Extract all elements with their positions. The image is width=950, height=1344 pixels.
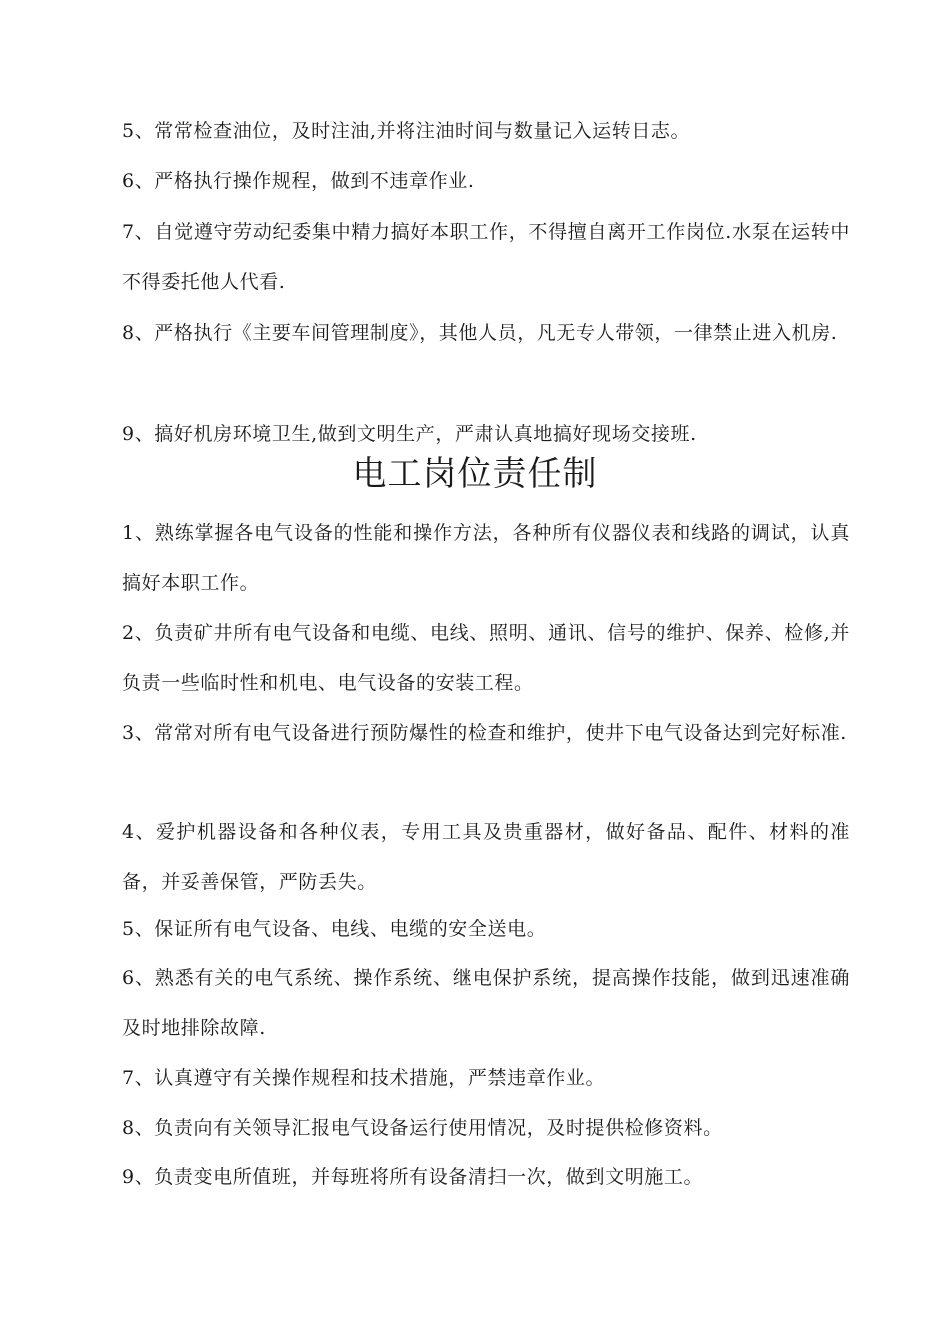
paragraph-s1-item-5: 5、常常检查油位，及时注油,并将注油时间与数量记入运转日志。 bbox=[122, 120, 691, 142]
paragraph-s2-item-6: 6、熟悉有关的电气系统、操作系统、继电保护系统，提高操作技能，做到迅速准确及时地排除故障. bbox=[122, 967, 850, 1039]
paragraph-s2-item-2: 2、负责矿井所有电气设备和电缆、电线、照明、通讯、信号的维护、保养、检修,并负责一些临时性和机电、电气设备的安装工程。 bbox=[122, 622, 850, 694]
paragraph-s2-item-7: 7、认真遵守有关操作规程和技术措施，严禁违章作业。 bbox=[122, 1067, 606, 1089]
paragraph-s2-item-9: 9、负责变电所值班，并每班将所有设备清扫一次，做到文明施工。 bbox=[122, 1166, 704, 1188]
paragraph-s1-item-7: 7、自觉遵守劳动纪委集中精力搞好本职工作，不得擅自离开工作岗位.水泵在运转中不得委托他人代看. bbox=[122, 221, 850, 293]
paragraph-s2-item-8: 8、负责向有关领导汇报电气设备运行使用情况，及时提供检修资料。 bbox=[122, 1117, 723, 1139]
section-title: 电工岗位责任制 bbox=[352, 454, 598, 494]
paragraph-s2-item-1: 1、熟练掌握各电气设备的性能和操作方法，各种所有仪器仪表和线路的调试，认真搞好本职工作。 bbox=[122, 522, 850, 594]
paragraph-s1-item-6: 6、严格执行操作规程，做到不违章作业. bbox=[122, 170, 475, 192]
paragraph-s1-item-8: 8、严格执行《主要车间管理制度》，其他人员，凡无专人带领，一律禁止进入机房. bbox=[122, 322, 838, 344]
paragraph-s2-item-4: 4、爱护机器设备和各种仪表，专用工具及贵重器材，做好备品、配件、材料的准备，并妥善保管，严防丢失。 bbox=[122, 821, 850, 893]
paragraph-s2-item-3: 3、常常对所有电气设备进行预防爆性的检查和维护，使井下电气设备达到完好标准. bbox=[122, 722, 847, 744]
paragraph-s1-item-9: 9、搞好机房环境卫生,做到文明生产，严肃认真地搞好现场交接班. bbox=[122, 423, 697, 445]
paragraph-s2-item-5: 5、保证所有电气设备、电线、电缆的安全送电。 bbox=[122, 918, 547, 940]
